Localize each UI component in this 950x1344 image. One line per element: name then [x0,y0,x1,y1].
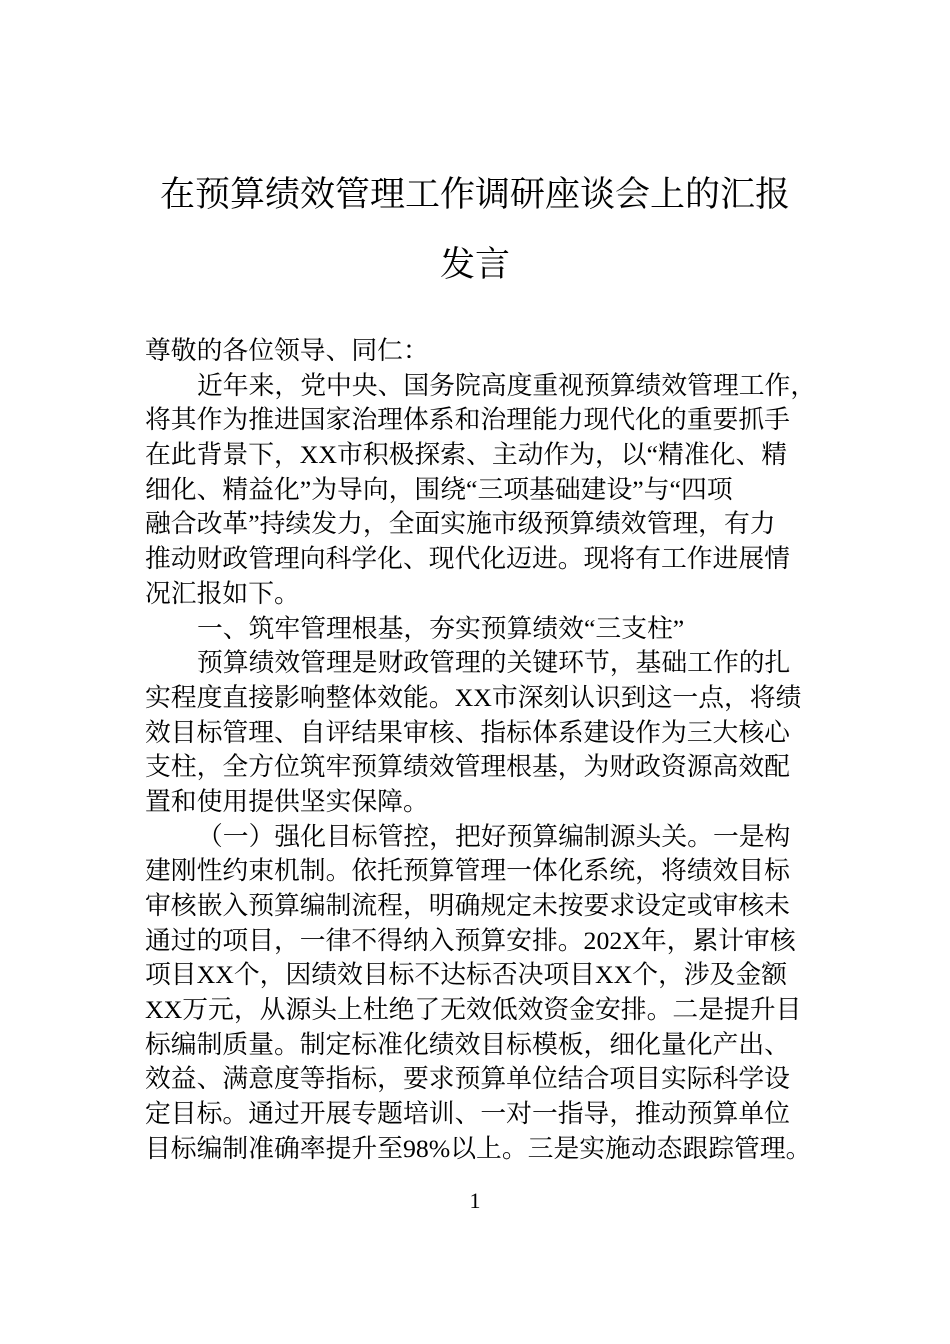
body-line: 效益、满意度等指标，要求预算单位结合项目实际科学设 [145,1064,790,1094]
body-line: 定目标。通过开展专题培训、一对一指导，推动预算单位 [145,1099,790,1129]
body-line: 目标编制准确率提升至98%以上。三是实施动态跟踪管理。 [145,1133,812,1163]
body-line: 况汇报如下。 [145,578,300,608]
document-title [0,160,950,300]
body-line: 项目XX个，因绩效目标不达标否决项目XX个，涉及金额 [145,960,788,990]
body-line: 支柱，全方位筑牢预算绩效管理根基，为财政资源高效配 [145,752,790,782]
body-line: 通过的项目，一律不得纳入预算安排。202X年，累计审核 [145,925,796,955]
body-line: 预算绩效管理是财政管理的关键环节，基础工作的扎 [197,648,791,678]
body-line: 细化、精益化”为导向，围绕“三项基础建设”与“四项 [145,474,733,504]
page-number: 1 [469,1188,481,1213]
body-line: 标编制质量。制定标准化绩效目标模板，细化量化产出、 [145,1029,790,1059]
body-line: 推动财政管理向科学化、现代化迈进。现将有工作进展情 [145,544,790,574]
body-line: XX万元，从源头上杜绝了无效低效资金安排。二是提升目 [145,995,802,1025]
body-line: 审核嵌入预算编制流程，明确规定未按要求设定或审核未 [145,891,790,920]
title-line-1: 在预算绩效管理工作调研座谈会上的汇报 [159,175,790,214]
salutation: 尊敬的各位领导、同仁： [145,336,429,365]
title-line-2: 发言 [439,245,510,284]
body-line: 在此背景下，XX市积极探索、主动作为，以“精准化、精 [145,440,788,470]
body-line: 近年来，党中央、国务院高度重视预算绩效管理工作， [197,370,817,400]
body-line: 一、筑牢管理根基，夯实预算绩效“三支柱” [197,613,685,643]
body-line: 置和使用提供坚实保障。 [145,786,429,816]
body-line: 建刚性约束机制。依托预算管理一体化系统，将绩效目标 [145,856,790,886]
document-body [145,334,825,1167]
body-line: 实程度直接影响整体效能。XX市深刻认识到这一点，将绩 [145,682,802,712]
body-line: 将其作为推进国家治理体系和治理能力现代化的重要抓手 [145,405,790,435]
body-line: （一）强化目标管控，把好预算编制源头关。一是构 [197,821,791,851]
body-line: 融合改革”持续发力，全面实施市级预算绩效管理，有力 [145,509,776,539]
body-line: 效目标管理、自评结果审核、指标体系建设作为三大核心 [145,717,790,747]
